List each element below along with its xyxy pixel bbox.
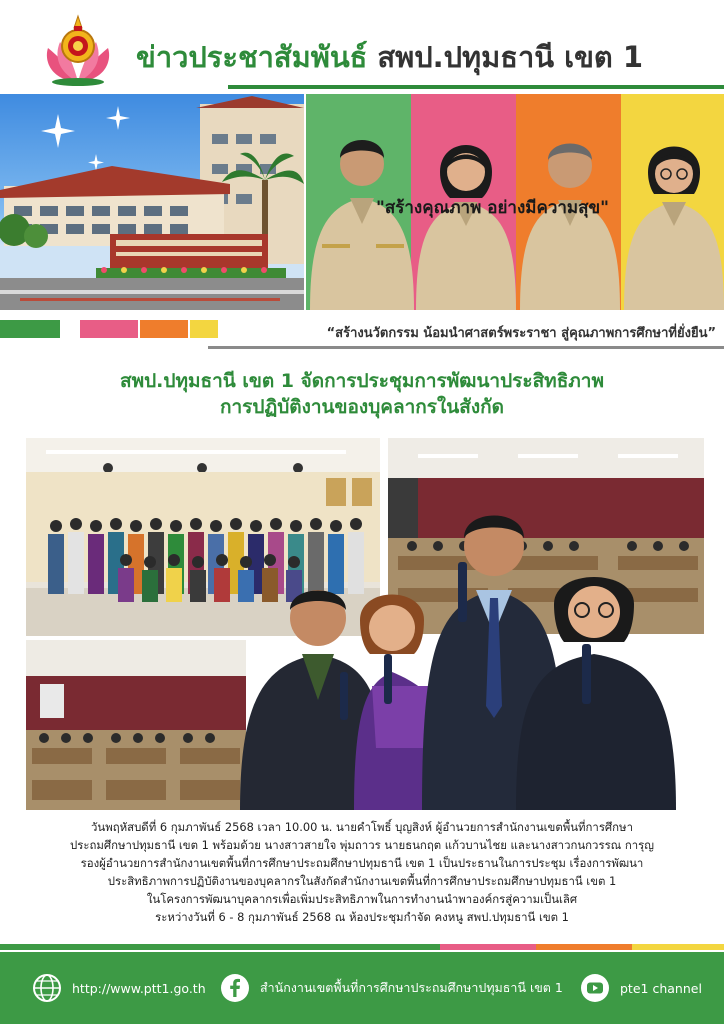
motto-divider xyxy=(208,346,724,349)
headline-line-2: การปฏิบัติงานของบุคลากรในสังกัด xyxy=(220,396,504,418)
executive-portrait-2 xyxy=(416,145,516,310)
globe-icon xyxy=(32,973,62,1003)
news-body xyxy=(30,818,694,926)
body-line-4: ประสิทธิภาพการปฏิบัติงานของบุคลากรในสังกัดสำนักงานเขตพื้นที่การศึกษาประถมศึกษาปทุมธานี เขต 1 xyxy=(107,874,617,888)
news-headline xyxy=(0,368,724,420)
footer-bar-pink xyxy=(440,944,536,950)
youtube-channel-name: pte1 channel xyxy=(620,980,702,996)
facebook-page-name: สำนักงานเขตพื้นที่การศึกษาประถมศึกษาปทุมธานี เขต 1 xyxy=(260,980,563,995)
footer-bar-green xyxy=(0,944,440,950)
speakers-photo xyxy=(236,486,704,810)
office-building-photo xyxy=(0,94,304,310)
color-bar-yellow xyxy=(190,320,218,338)
page-title xyxy=(136,34,643,80)
executive-portrait-4 xyxy=(624,147,724,311)
youtube-link[interactable] xyxy=(580,952,702,1024)
header-divider xyxy=(228,85,724,89)
motto-text: “สร้างนวัตกรรม น้อมนำศาสตร์พระราชา สู่คุณภาพการศึกษาที่ยั่งยืน” xyxy=(326,326,716,341)
page-header xyxy=(0,0,724,92)
body-line-2: ประถมศึกษาปทุมธานี เขต 1 พร้อมด้วย นางสาวสายใจ พุ่มถาวร นายธนกฤต แก้วบานไชย และนางสาวกนกวรรณ การุญ xyxy=(69,838,654,852)
page-footer xyxy=(0,952,724,1024)
body-line-5: ในโครงการพัฒนาบุคลากรเพื่อเพิ่มประสิทธิภาพในการทำงานนำพาองค์กรสู่ความเป็นเลิศ xyxy=(146,892,578,906)
executive-portrait-3 xyxy=(520,144,620,311)
body-line-6: ระหว่างวันที่ 6 - 8 กุมภาพันธ์ 2568 ณ ห้องประชุมกำจัด คงหนู สพป.ปทุมธานี เขต 1 xyxy=(155,910,569,924)
headline-line-1: สพป.ปทุมธานี เขต 1 จัดการประชุมการพัฒนาประสิทธิภาพ xyxy=(119,370,605,392)
school-emblem-icon xyxy=(40,12,116,88)
banner xyxy=(0,94,724,312)
executive-portrait-1 xyxy=(310,140,414,310)
youtube-icon xyxy=(580,973,610,1003)
speaker-4 xyxy=(516,577,676,810)
facebook-link[interactable] xyxy=(220,952,563,1024)
body-line-1: วันพฤหัสบดีที่ 6 กุมภาพันธ์ 2568 เวลา 10.00 น. นายคำโพธิ์ บุญสิงห์ ผู้อำนวยการสำนักงานเขตพื้นที่การศึกษา xyxy=(91,820,633,834)
title-office: สพป.ปทุมธานี เขต 1 xyxy=(377,40,644,74)
title-news: ข่าวประชาสัมพันธ์ xyxy=(136,40,368,74)
website-link[interactable] xyxy=(32,952,206,1024)
footer-bar-orange xyxy=(536,944,632,950)
body-line-3: รองผู้อำนวยการสำนักงานเขตพื้นที่การศึกษาประถมศึกษาปทุมธานี เขต 1 เป็นประธานในการประชุม เรื่องการพัฒนา xyxy=(80,856,644,870)
banner-slogan: "สร้างคุณภาพ อย่างมีความสุข" xyxy=(376,198,609,218)
color-bar-green xyxy=(0,320,60,338)
facebook-icon xyxy=(220,973,250,1003)
footer-bar-yellow xyxy=(632,944,724,950)
color-bar-orange xyxy=(140,320,188,338)
color-bar-pink xyxy=(80,320,138,338)
website-url: http://www.ptt1.go.th xyxy=(72,980,206,996)
audience-photo xyxy=(26,640,246,810)
